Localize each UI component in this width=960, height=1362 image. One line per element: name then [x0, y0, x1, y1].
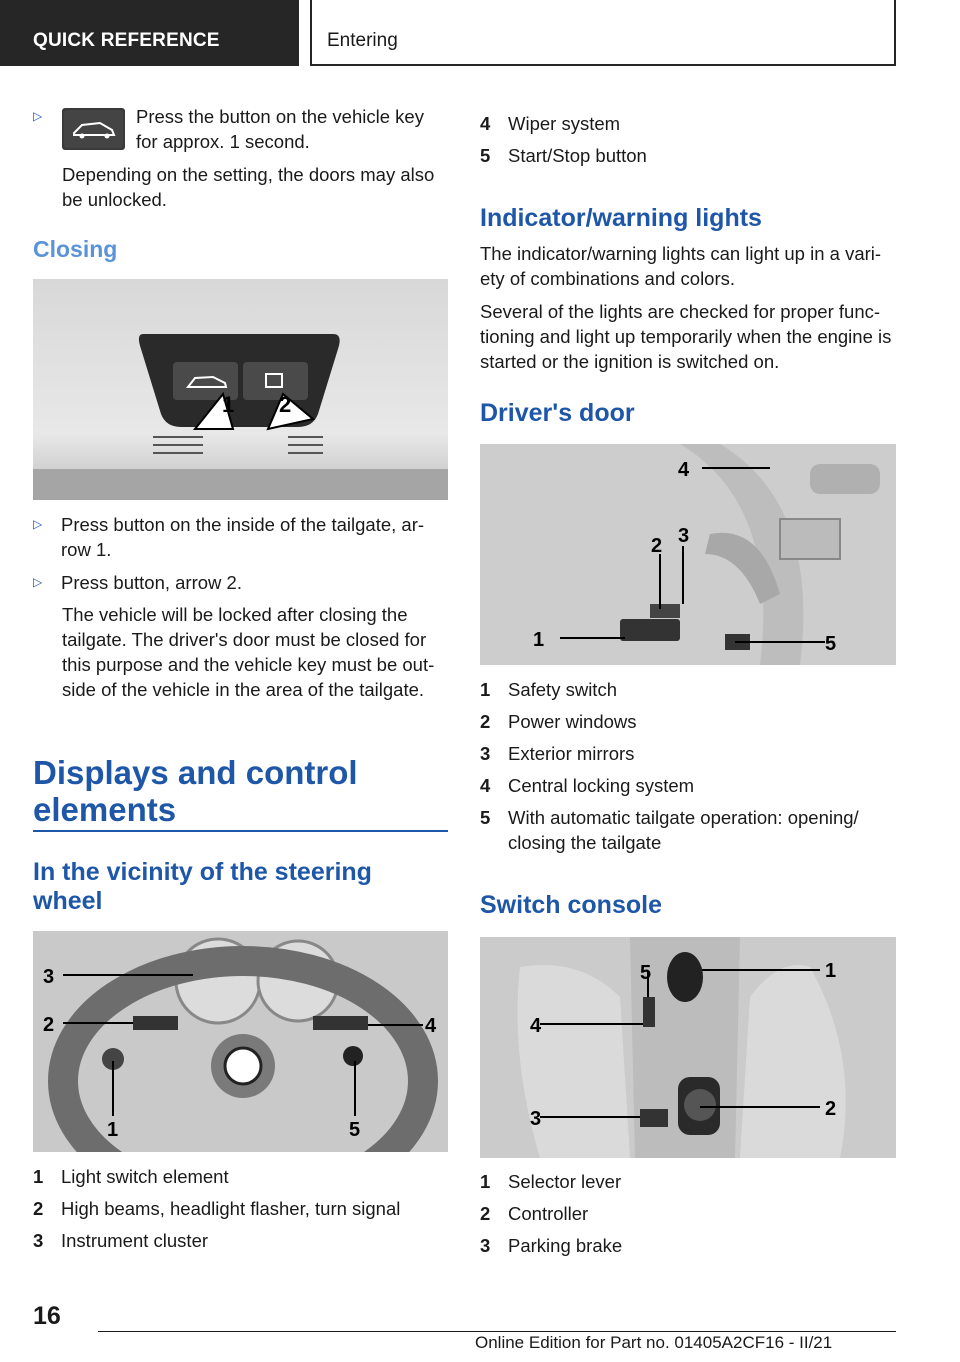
- figure-label: 4: [678, 459, 690, 481]
- figure-label: 1: [107, 1119, 119, 1141]
- item-text: Safety switch: [508, 679, 617, 700]
- closing-heading: Closing: [33, 236, 118, 262]
- item-text: Selector lever: [508, 1171, 622, 1192]
- drivers-door-figure: [480, 444, 896, 665]
- figure-label: 4: [425, 1015, 437, 1037]
- item-text: With automatic tailgate operation: opening/: [508, 807, 859, 828]
- figure-label: 1: [825, 960, 837, 982]
- item-number: 3: [33, 1230, 44, 1251]
- figure-label: 5: [640, 962, 652, 984]
- closing-bullet: [33, 512, 448, 567]
- item-number: 1: [480, 679, 491, 700]
- item-number: 3: [480, 1235, 491, 1256]
- item-number: 2: [33, 1198, 44, 1219]
- item-number: 4: [480, 113, 491, 134]
- item-number: 5: [480, 807, 491, 828]
- key-note: Depending on the setting, the doors may also be unlocked.: [62, 164, 435, 210]
- steering-heading: In the vicinity of the steering wheel: [33, 858, 372, 915]
- item-number: 1: [33, 1166, 44, 1187]
- figure-label: 1: [222, 392, 235, 417]
- triangle-bullet-icon: ▷: [33, 109, 43, 123]
- switch-console-figure: [480, 937, 896, 1158]
- bullet-text: Press button, arrow 2.: [61, 572, 242, 593]
- item-number: 3: [480, 743, 491, 764]
- triangle-bullet-icon: ▷: [33, 575, 43, 589]
- edition-text: Online Edition for Part no. 01405A2CF16 - II/21: [475, 1333, 833, 1352]
- section-title: QUICK REFERENCE: [33, 30, 220, 51]
- item-text: Power windows: [508, 711, 637, 732]
- heading-rule: [33, 830, 448, 832]
- triangle-bullet-icon: ▷: [33, 517, 43, 531]
- bullet-text: Press button on the inside of the tailgate, ar‐row 1.: [61, 514, 425, 560]
- figure-label: 2: [651, 535, 663, 557]
- item-text: Start/Stop button: [508, 145, 647, 166]
- figure-label: 1: [533, 629, 545, 651]
- page-number: 16: [33, 1302, 61, 1330]
- item-text: Wiper system: [508, 113, 621, 134]
- item-text: Exterior mirrors: [508, 743, 635, 764]
- item-text: Parking brake: [508, 1235, 623, 1256]
- door-heading: Driver's door: [480, 399, 635, 427]
- item-text: Light switch element: [61, 1166, 229, 1187]
- item-number: 4: [480, 775, 491, 796]
- figure-label: 2: [825, 1098, 837, 1120]
- item-text: Controller: [508, 1203, 589, 1224]
- item-text: High beams, headlight flasher, turn signal: [61, 1198, 401, 1219]
- chapter-title: Entering: [327, 30, 398, 51]
- indicator-heading: Indicator/warning lights: [480, 204, 762, 232]
- figure-label: 5: [349, 1119, 361, 1141]
- item-text: closing the tailgate: [508, 832, 662, 853]
- item-number: 1: [480, 1171, 491, 1192]
- figure-label: 2: [279, 392, 292, 417]
- item-number: 2: [480, 1203, 491, 1224]
- item-text: Instrument cluster: [61, 1230, 209, 1251]
- indicator-paragraph: The indicator/warning lights can light up in a vari‐ety of combinations and colors.: [480, 243, 882, 289]
- key-instruction-text: Press the button on the vehicle key for approx. 1 second.: [136, 106, 424, 152]
- tailgate-buttons-figure: [33, 279, 448, 500]
- item-number: 5: [480, 145, 491, 166]
- item-number: 2: [480, 711, 491, 732]
- figure-label: 3: [43, 966, 55, 988]
- figure-label: 3: [678, 525, 690, 547]
- figure-label: 2: [43, 1014, 55, 1036]
- chapter-tab: [310, 0, 896, 66]
- vehicle-key-tailgate-icon: [62, 108, 125, 150]
- steering-wheel-figure: [33, 931, 448, 1152]
- figure-label: 5: [825, 633, 837, 655]
- item-text: Central locking system: [508, 775, 695, 796]
- section-tab: [0, 0, 299, 66]
- closing-bullet: [33, 570, 448, 600]
- indicator-paragraph: Several of the lights are checked for proper func‐tioning and light up temporarily when the engine is started or the ignition is switched on.: [480, 301, 892, 372]
- figure-label: 3: [530, 1108, 542, 1130]
- console-heading: Switch console: [480, 891, 662, 919]
- section-heading: Displays and control elements: [33, 754, 358, 828]
- closing-note: The vehicle will be locked after closing the tailgate. The driver's door must be closed for this purpose and the vehicle key must be out‐side of the vehicle in the area of the tailgate.: [62, 604, 435, 700]
- footer-rule: [98, 1331, 896, 1332]
- figure-label: 4: [530, 1015, 542, 1037]
